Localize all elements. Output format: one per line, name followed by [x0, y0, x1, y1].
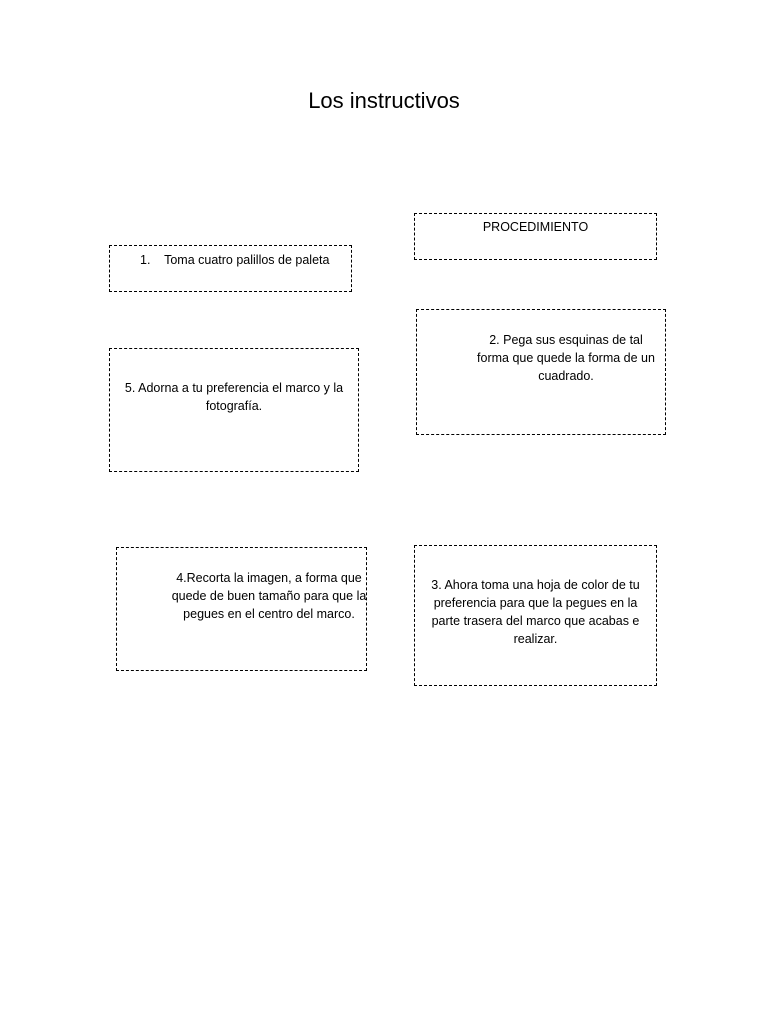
- step-2-box: [416, 309, 666, 435]
- procedure-heading-box: [414, 213, 657, 260]
- step-2-text: 2. Pega sus esquinas de tal forma que quede la forma de un cuadrado.: [477, 333, 655, 383]
- page-title: Los instructivos: [308, 88, 460, 113]
- step-5-box: [109, 348, 359, 472]
- step-1-box: [109, 245, 352, 292]
- step-4-box: [116, 547, 367, 671]
- step-4-text: 4.Recorta la imagen, a forma que quede de buen tamaño para que la pegues en el centro del marco.: [171, 571, 367, 621]
- step-1-text: 1. Toma cuatro palillos de paleta: [140, 253, 330, 267]
- step-3-box: [414, 545, 657, 686]
- step-5-text: 5. Adorna a tu preferencia el marco y la fotografía.: [124, 381, 344, 413]
- procedure-heading: PROCEDIMIENTO: [482, 220, 589, 234]
- step-3-text: 3. Ahora toma una hoja de color de tu preferencia para que la pegues en la parte trasera del marco que acabas e realizar.: [431, 578, 640, 646]
